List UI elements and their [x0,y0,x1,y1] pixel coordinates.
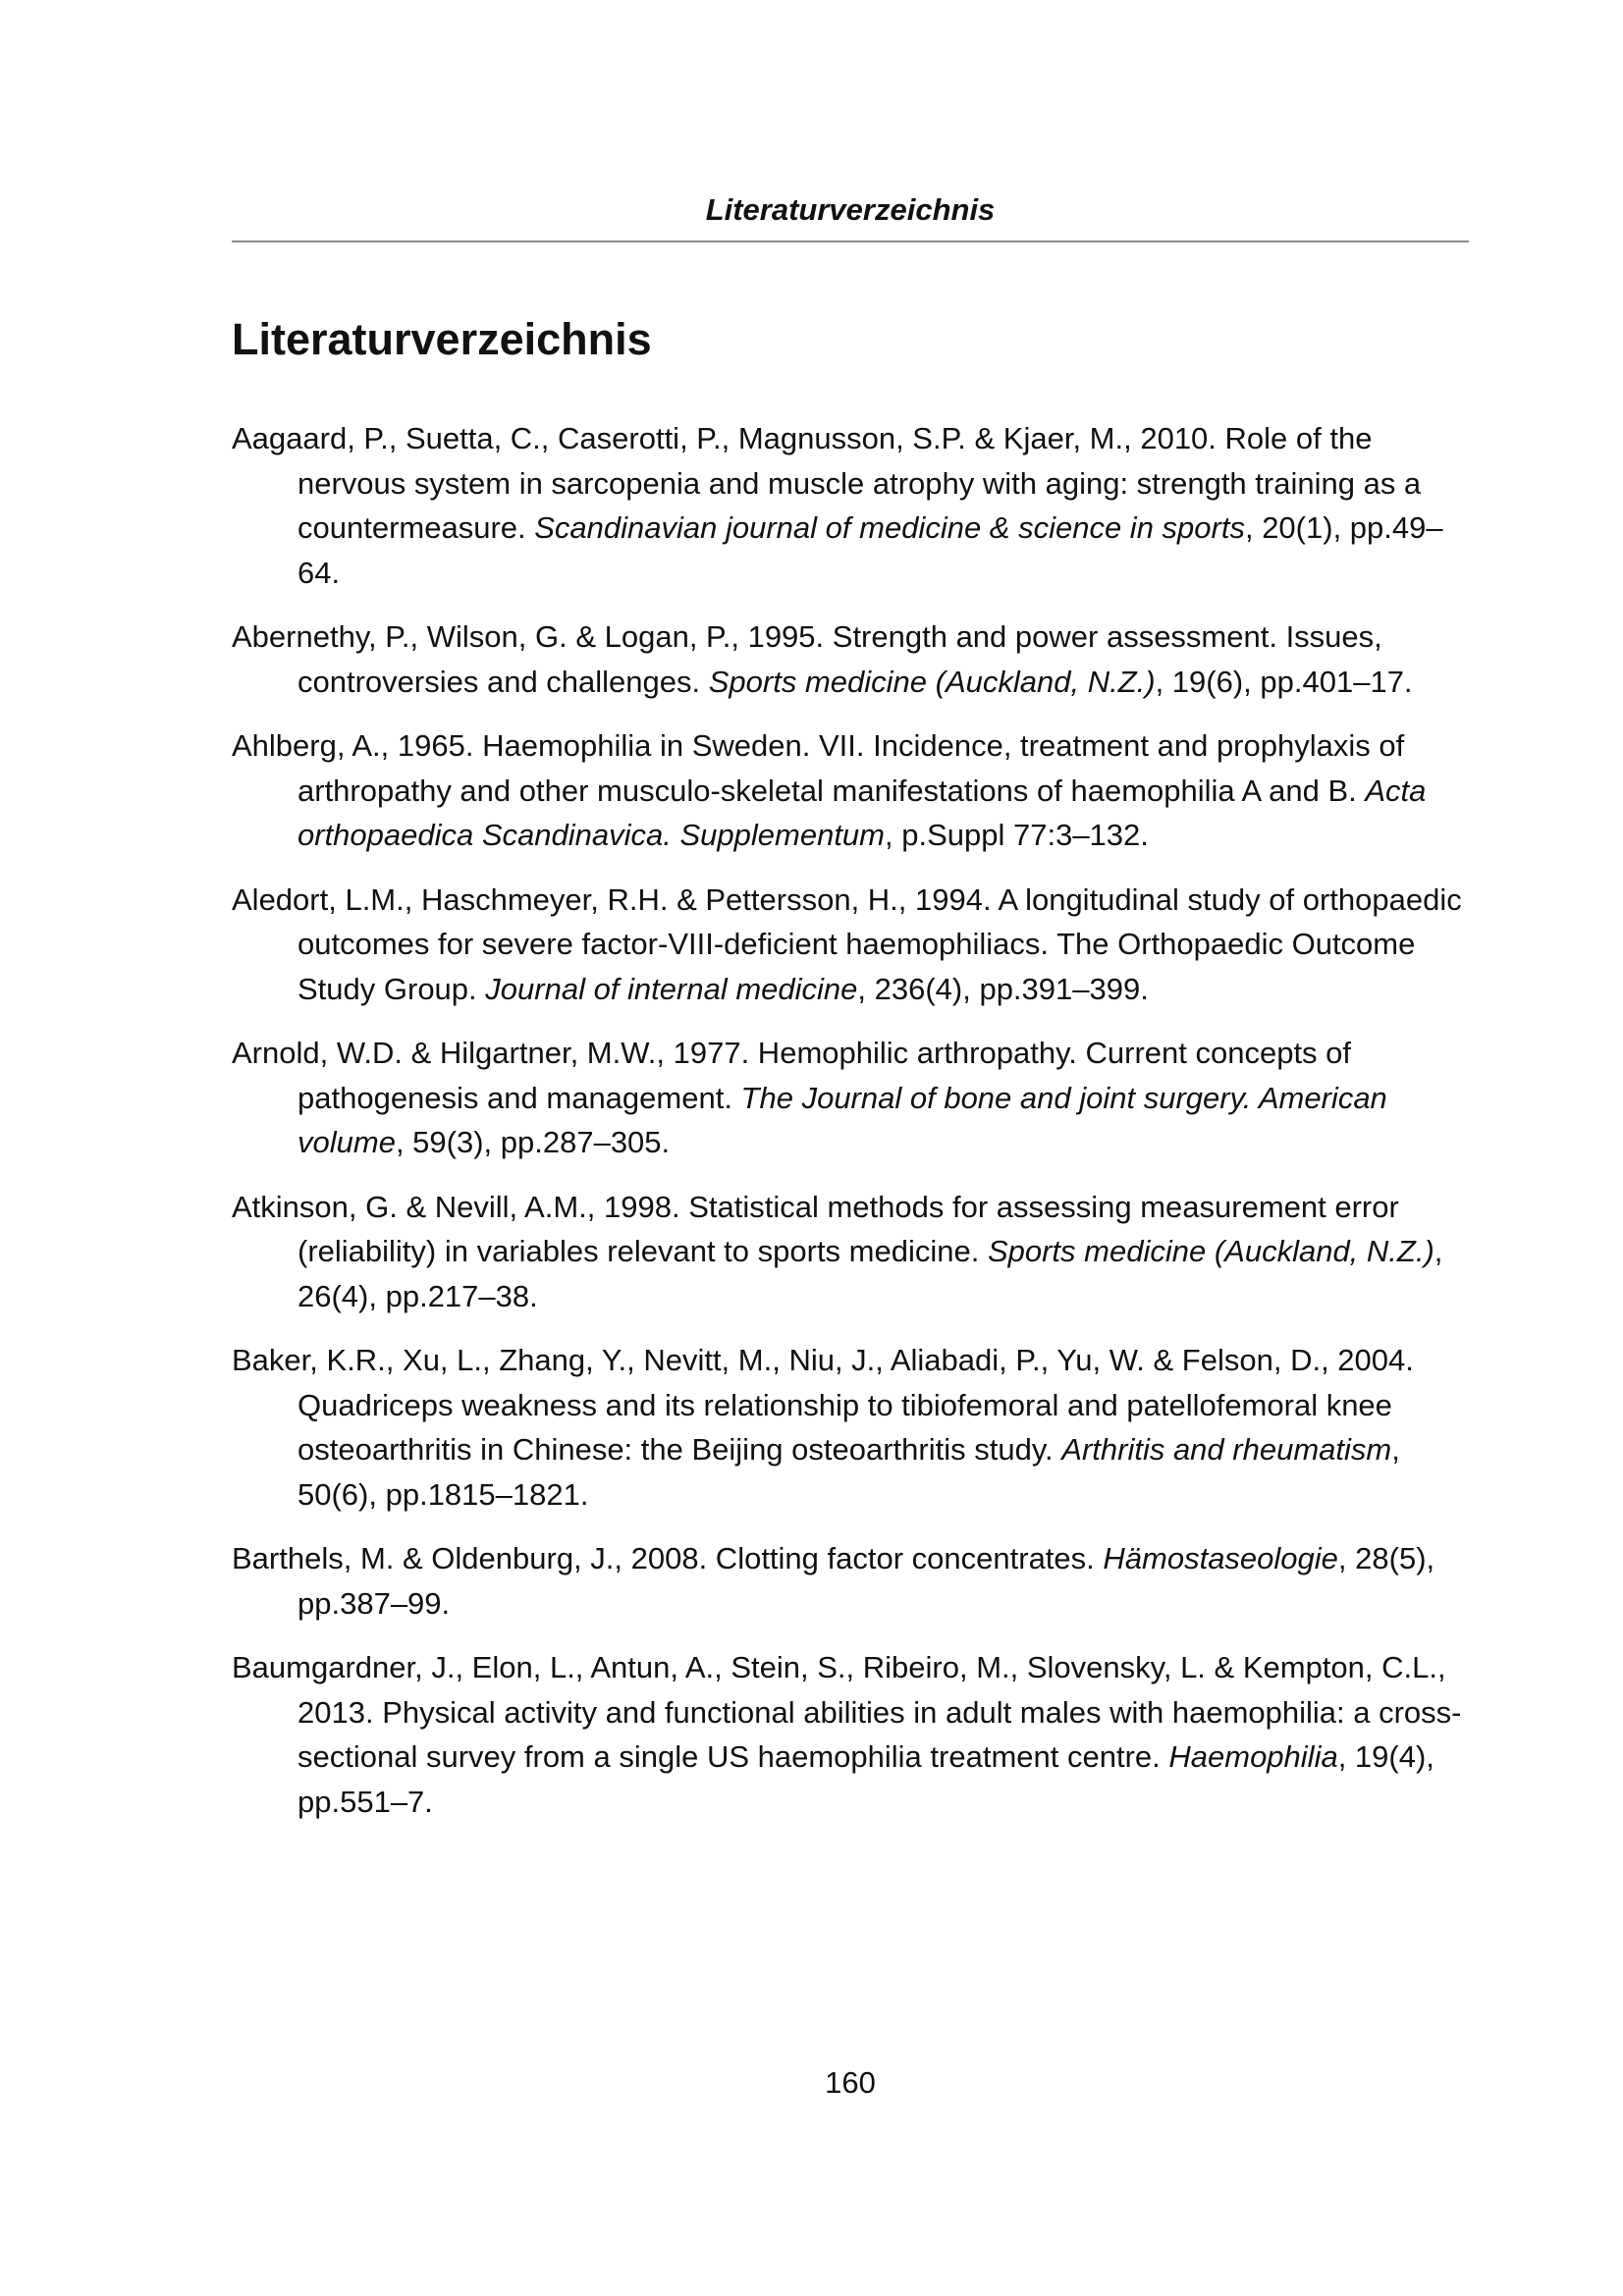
reference-entry [232,1338,1469,1517]
reference-details: , 19(6), pp.401–17. [1155,664,1413,699]
reference-entry [232,1185,1469,1319]
reference-text: Ahlberg, A., 1965. Haemophilia in Sweden. VII. Incidence, treatment and prophylaxis of arthropathy and other musculo-skeletal manifestations of haemophilia A and B. [232,728,1405,808]
reference-details: , p.Suppl 77:3–132. [885,818,1149,852]
reference-text: Abernethy, P., Wilson, G. & Logan, P., 1995. Strength and power assessment. Issues, controversies and challenges. [232,619,1382,699]
reference-details: , 19(4), pp.551–7. [298,1739,1434,1819]
reference-list [232,416,1469,1843]
reference-details: , 20(1), pp.49–64. [298,510,1443,590]
reference-text: Baumgardner, J., Elon, L., Antun, A., Stein, S., Ribeiro, M., Slovensky, L. & Kempton, C.L., 2013. Physical activity and functional abilities in adult males with haemophilia: a cross-sectional survey from a single US haemophilia treatment centre. [232,1650,1462,1774]
page-title: Literaturverzeichnis [232,314,652,364]
reference-journal: Acta orthopaedica Scandinavica. Supplementum [298,773,1427,852]
page-number: 160 [825,2065,876,2100]
header-divider [232,240,1469,242]
reference-entry [232,614,1469,704]
reference-journal: Sports medicine (Auckland, N.Z.) [708,664,1156,699]
reference-entry [232,1536,1469,1626]
reference-details: , 28(5), pp.387–99. [298,1541,1435,1621]
reference-details: , 59(3), pp.287–305. [395,1125,671,1159]
reference-journal: The Journal of bone and joint surgery. American volume [298,1080,1387,1159]
reference-text: Baker, K.R., Xu, L., Zhang, Y., Nevitt, M., Niu, J., Aliabadi, P., Yu, W. & Felson, D., 2004. Quadriceps weakness and its relationship to tibiofemoral and patellofemoral knee osteoarthritis in Chinese: the Beijing osteoarthritis study. [232,1343,1414,1467]
reference-journal: Sports medicine (Auckland, N.Z.) [987,1234,1434,1268]
reference-journal: Scandinavian journal of medicine & science in sports [534,510,1245,545]
reference-journal: Hämostaseologie [1103,1541,1338,1575]
reference-entry [232,878,1469,1012]
reference-journal: Arthritis and rheumatism [1061,1432,1392,1467]
reference-text: Atkinson, G. & Nevill, A.M., 1998. Statistical methods for assessing measurement error (reliability) in variables relevant to sports medicine. [232,1189,1399,1268]
reference-journal: Journal of internal medicine [485,971,858,1006]
reference-details: , 236(4), pp.391–399. [857,971,1149,1006]
reference-text: Barthels, M. & Oldenburg, J., 2008. Clotting factor concentrates. [232,1541,1104,1575]
reference-text: Arnold, W.D. & Hilgartner, M.W., 1977. Hemophilic arthropathy. Current concepts of pathogenesis and management. [232,1036,1352,1115]
reference-entry [232,416,1469,595]
running-header: Literaturverzeichnis [705,192,996,227]
reference-entry [232,723,1469,858]
reference-details: , 50(6), pp.1815–1821. [298,1432,1400,1512]
reference-details: , 26(4), pp.217–38. [298,1234,1443,1313]
reference-entry [232,1645,1469,1824]
reference-text: Aagaard, P., Suetta, C., Caserotti, P., Magnusson, S.P. & Kjaer, M., 2010. Role of the nervous system in sarcopenia and muscle atrophy with aging: strength training as a countermeasure. [232,421,1422,545]
reference-entry [232,1031,1469,1165]
reference-text: Aledort, L.M., Haschmeyer, R.H. & Pettersson, H., 1994. A longitudinal study of orthopaedic outcomes for severe factor-VIII-deficient haemophiliacs. The Orthopaedic Outcome Study Group. [232,881,1462,1006]
reference-journal: Haemophilia [1168,1739,1338,1774]
